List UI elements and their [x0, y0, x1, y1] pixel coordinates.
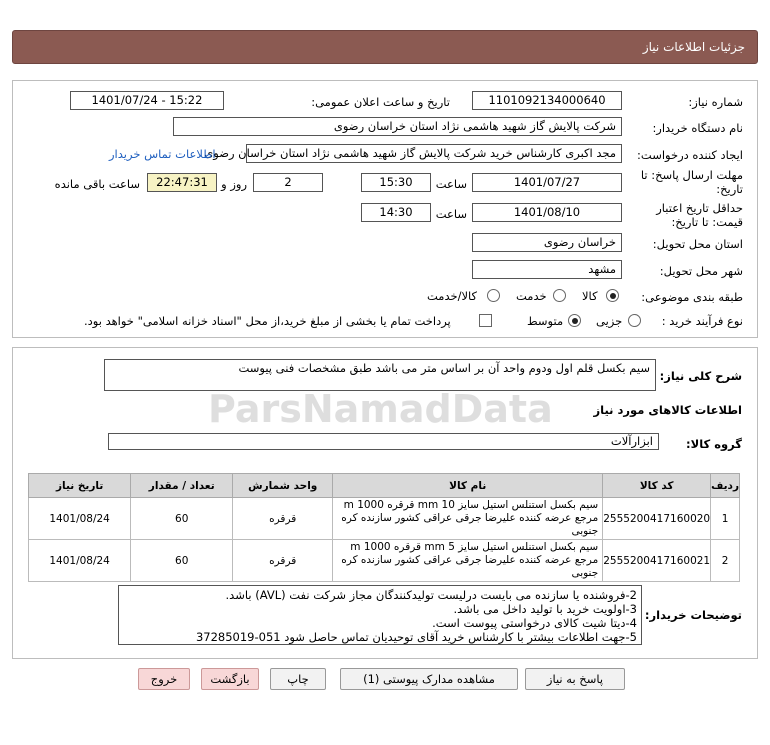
notes-line: 3-اولویت خرید با تولید داخل می باشد.: [453, 602, 637, 616]
category-option-service: خدمت: [516, 289, 547, 303]
deadline-time-label: ساعت: [435, 177, 467, 191]
validity-time-label: ساعت: [435, 207, 467, 221]
process-label: نوع فرآیند خرید :: [661, 314, 743, 328]
remaining-time-field: 22:47:31: [147, 173, 217, 192]
need-number-label: شماره نیاز:: [688, 95, 743, 109]
category-option-both: کالا/خدمت: [427, 289, 478, 303]
watermark-logo: ParsNamadData: [208, 387, 553, 431]
reply-button[interactable]: پاسخ به نیاز: [525, 668, 625, 690]
col-header-name: نام کالا: [333, 474, 603, 498]
col-header-qty: تعداد / مقدار: [131, 474, 233, 498]
deadline-label-1: مهلت ارسال پاسخ: تا: [640, 168, 743, 182]
print-button[interactable]: چاپ: [270, 668, 326, 690]
category-radio-goods[interactable]: [606, 289, 619, 302]
creator-field: مجد اکبری کارشناس خرید شرکت پالایش گاز شهید هاشمی نژاد استان خراسان رضوی: [246, 144, 622, 163]
city-field: مشهد: [472, 260, 622, 279]
summary-field: سیم بکسل قلم اول ودوم واحد آن بر اساس متر می باشد طبق مشخصات فنی پیوست: [104, 359, 656, 391]
col-header-code: کد کالا: [603, 474, 711, 498]
notes-label: توضیحات خریدار:: [644, 608, 742, 622]
row-unit: قرقره: [233, 498, 333, 540]
creator-label: ایجاد کننده درخواست:: [637, 148, 743, 162]
goods-table: [28, 473, 740, 582]
row-index: 2: [711, 540, 740, 582]
category-radio-both[interactable]: [487, 289, 500, 302]
exit-button[interactable]: خروج: [138, 668, 190, 690]
validity-label-2: قیمت: تا تاریخ:: [671, 215, 743, 229]
goods-group-field: ابزارآلات: [108, 433, 659, 450]
notes-line: 2-فروشنده یا سازنده می بایست درلیست تولیدکنندگان مجاز شرکت نفت (AVL) باشد.: [225, 588, 637, 602]
goods-group-label: گروه کالا:: [686, 437, 742, 451]
deadline-label-2: تاریخ:: [716, 182, 743, 196]
row-code: 2555200417160020: [603, 498, 711, 540]
col-header-date: تاریخ نیاز: [29, 474, 131, 498]
province-label: استان محل تحویل:: [652, 237, 743, 251]
page-title: جزئیات اطلاعات نیاز: [642, 40, 745, 54]
process-option-minor: جزیی: [596, 314, 623, 328]
goods-info-title: اطلاعات کالاهای مورد نیاز: [593, 403, 742, 417]
table-row: [29, 540, 740, 582]
row-code: 2555200417160021: [603, 540, 711, 582]
announce-field: 1401/07/24 - 15:22: [70, 91, 224, 110]
row-qty: 60: [131, 498, 233, 540]
buyer-field: شرکت پالایش گاز شهید هاشمی نژاد استان خراسان رضوی: [173, 117, 622, 136]
row-date: 1401/08/24: [29, 540, 131, 582]
process-radio-medium[interactable]: [568, 314, 581, 327]
col-header-unit: واحد شمارش: [233, 474, 333, 498]
category-label: طبقه بندی موضوعی:: [641, 290, 743, 304]
deadline-time-field: 15:30: [361, 173, 431, 192]
validity-time-field: 14:30: [361, 203, 431, 222]
category-option-goods: کالا: [582, 289, 598, 303]
back-button[interactable]: بازگشت: [201, 668, 259, 690]
validity-label-1: حداقل تاریخ اعتبار: [656, 201, 743, 215]
view-documents-button[interactable]: مشاهده مدارک پیوستی (1): [340, 668, 518, 690]
deadline-date-field: 1401/07/27: [472, 173, 622, 192]
table-header-row: [29, 474, 740, 498]
row-name: سیم بکسل استنلس استیل سایز mm 5 قرقره m 1000 مرجع عرضه کننده علیرضا جرقی عراقی کشور سازنده کره جنوبی: [333, 540, 603, 582]
remaining-label: ساعت باقی مانده: [54, 177, 140, 191]
summary-label: شرح کلی نیاز:: [659, 369, 742, 383]
notes-line: 5-جهت اطلاعات بیشتر با کارشناس خرید آقای توحیدیان تماس حاصل شود 051-37285019: [195, 630, 637, 644]
row-date: 1401/08/24: [29, 498, 131, 540]
city-label: شهر محل تحویل:: [659, 264, 743, 278]
validity-date-field: 1401/08/10: [472, 203, 622, 222]
row-name: سیم بکسل استنلس استیل سایز mm 10 قرقره m 1000 مرجع عرضه کننده علیرضا جرقی عراقی کشور سازنده کره جنوبی: [333, 498, 603, 540]
col-header-row: ردیف: [711, 474, 740, 498]
treasury-checkbox[interactable]: [479, 314, 492, 327]
process-option-medium: متوسط: [527, 314, 564, 328]
payment-note: پرداخت تمام یا بخشی از مبلغ خرید،از محل "اسناد خزانه اسلامی" خواهد بود.: [84, 314, 451, 328]
process-radio-minor[interactable]: [628, 314, 641, 327]
days-label: روز و: [221, 177, 247, 191]
buyer-label: نام دستگاه خریدار:: [652, 121, 743, 135]
page-header: [12, 30, 758, 64]
row-qty: 60: [131, 540, 233, 582]
announce-label: تاریخ و ساعت اعلان عمومی:: [311, 95, 450, 109]
notes-line: 4-دیتا شیت کالای درخواستی پیوست است.: [432, 616, 637, 630]
province-field: خراسان رضوی: [472, 233, 622, 252]
buyer-notes: [118, 585, 642, 645]
buyer-contact-link[interactable]: اطلاعات تماس خریدار: [109, 147, 216, 161]
need-number-field: 1101092134000640: [472, 91, 622, 110]
row-index: 1: [711, 498, 740, 540]
days-field: 2: [253, 173, 323, 192]
category-radio-service[interactable]: [553, 289, 566, 302]
row-unit: قرقره: [233, 540, 333, 582]
table-row: [29, 498, 740, 540]
